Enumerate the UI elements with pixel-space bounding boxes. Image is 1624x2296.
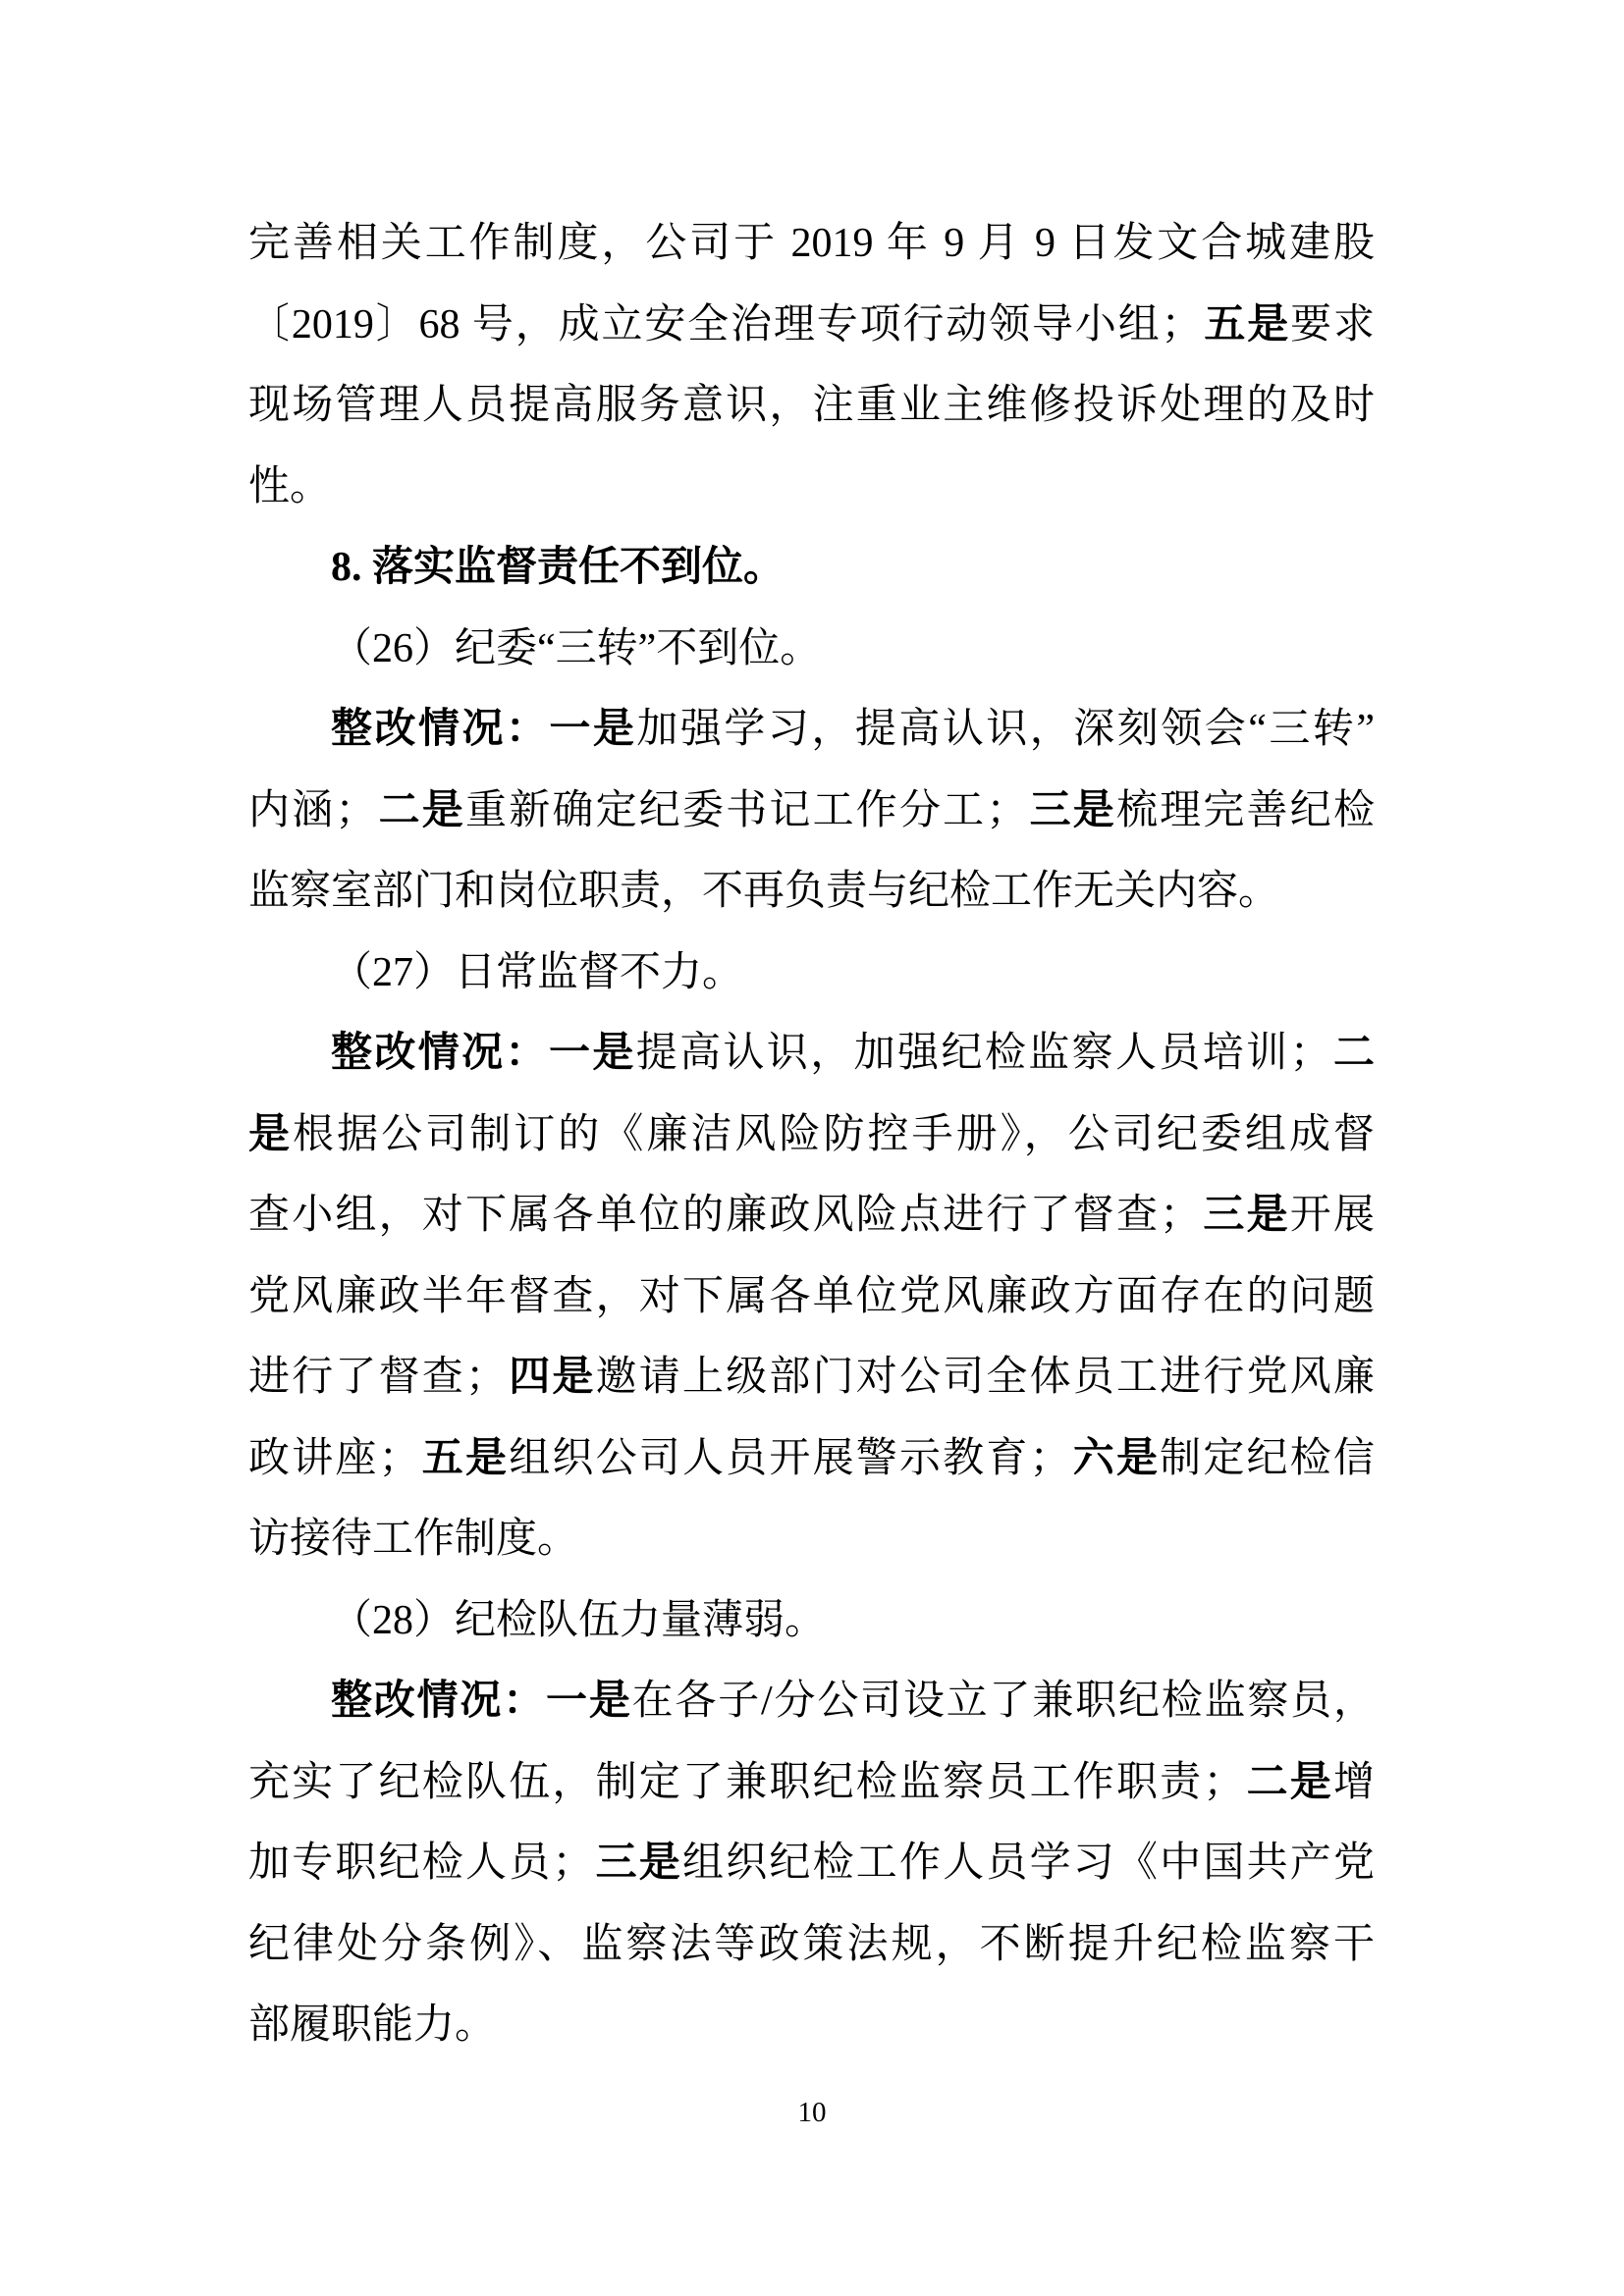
text-line <box>248 285 1375 366</box>
text-segment: 加专职纪检人员； <box>248 1841 594 1886</box>
text-segment: 要求 <box>1290 301 1375 347</box>
text-line <box>248 1742 1375 1824</box>
bold-text-segment: 整改情况：一是 <box>331 1031 636 1076</box>
bold-text-segment: 整改情况：一是 <box>331 1679 632 1724</box>
text-segment: 进行了督查； <box>248 1355 507 1400</box>
text-segment: 纪律处分条例》、监察法等政策法规，不断提升纪检监察干 <box>248 1921 1375 1967</box>
text-segment: 现场管理人员提高服务意识，注重业主维修投诉处理的及时 <box>248 383 1375 428</box>
text-segment: 查小组，对下属各单位的廉政风险点进行了督查； <box>248 1193 1202 1238</box>
text-line <box>248 1904 1375 1986</box>
text-segment: 组织公司人员开展警示教育； <box>509 1435 1071 1481</box>
text-line <box>248 1499 1375 1580</box>
bold-text-segment: 四是 <box>507 1355 596 1400</box>
text-line <box>248 1418 1375 1500</box>
text-segment: 在各子/分公司设立了兼职纪检监察员， <box>631 1679 1375 1724</box>
text-segment: 梳理完善纪检 <box>1115 787 1375 833</box>
page-number: 10 <box>797 2097 827 2128</box>
item-27-rectification <box>248 1013 1375 1580</box>
text-line <box>248 527 1375 609</box>
document-body <box>248 203 1375 2066</box>
text-line <box>248 771 1375 852</box>
text-line <box>248 1823 1375 1904</box>
text-segment: 监察室部门和岗位职责，不再负责与纪检工作无关内容。 <box>248 869 1280 914</box>
text-segment: 加强学习，提高认识，深刻领会“三转” <box>636 707 1375 752</box>
text-line <box>248 689 1375 771</box>
section-heading-8 <box>248 527 1375 609</box>
text-line <box>248 1175 1375 1256</box>
text-line <box>248 1256 1375 1338</box>
continued-paragraph <box>248 203 1375 527</box>
bold-text-segment: 三是 <box>1027 787 1116 833</box>
text-segment: 完善相关工作制度，公司于 2019 年 9 月 9 日发文合城建股 <box>248 221 1375 266</box>
item-26-rectification <box>248 689 1375 933</box>
bold-text-segment: 六是 <box>1070 1435 1161 1481</box>
text-segment: 根据公司制订的《廉洁风险防控手册》，公司纪委组成督 <box>293 1111 1375 1157</box>
text-segment: （27）日常监督不力。 <box>331 949 744 995</box>
text-line <box>248 1095 1375 1176</box>
bold-text-segment: 五是 <box>1202 301 1291 347</box>
text-segment: 邀请上级部门对公司全体员工进行党风廉 <box>595 1355 1375 1400</box>
text-line <box>248 1337 1375 1418</box>
item-28-rectification <box>248 1661 1375 2066</box>
item-27 <box>248 933 1375 1014</box>
text-segment: 充实了纪检队伍，制定了兼职纪检监察员工作职责； <box>248 1759 1245 1805</box>
text-segment: （26）纪委“三转”不到位。 <box>331 625 822 671</box>
text-segment: 访接待工作制度。 <box>248 1517 579 1562</box>
text-segment: 部履职能力。 <box>248 2002 497 2048</box>
text-segment: 组织纪检工作人员学习《中国共产党 <box>682 1841 1375 1886</box>
item-26 <box>248 609 1375 690</box>
bold-text-segment: 三是 <box>593 1841 682 1886</box>
bold-text-segment: 三是 <box>1201 1193 1290 1238</box>
text-line <box>248 933 1375 1014</box>
text-segment: 制定纪检信 <box>1160 1435 1375 1481</box>
text-line <box>248 1013 1375 1095</box>
bold-text-segment: 五是 <box>419 1435 510 1481</box>
text-line <box>248 851 1375 933</box>
text-line <box>248 203 1375 285</box>
text-segment: 提高认识，加强纪检监察人员培训； <box>635 1031 1331 1076</box>
text-segment: 党风廉政半年督查，对下属各单位党风廉政方面存在的问题 <box>248 1273 1375 1319</box>
text-line <box>248 1985 1375 2066</box>
bold-text-segment: 二是 <box>376 787 465 833</box>
bold-text-segment: 是 <box>248 1111 294 1157</box>
text-segment: （28）纪检队伍力量薄弱。 <box>331 1597 827 1643</box>
text-segment: 政讲座； <box>248 1435 420 1481</box>
bold-text-segment: 二 <box>1330 1031 1375 1076</box>
text-line <box>248 447 1375 528</box>
text-line <box>248 609 1375 690</box>
text-segment: 开展 <box>1289 1193 1375 1238</box>
text-line <box>248 365 1375 447</box>
bold-text-segment: 8. 落实监督责任不到位。 <box>331 545 785 590</box>
text-line <box>248 1661 1375 1742</box>
text-line <box>248 1580 1375 1662</box>
text-segment: 增 <box>1332 1759 1375 1805</box>
item-28 <box>248 1580 1375 1662</box>
text-segment: 内涵； <box>248 787 377 833</box>
text-segment: 〔2019〕68 号，成立安全治理专项行动领导小组； <box>248 301 1203 347</box>
bold-text-segment: 二是 <box>1244 1759 1333 1805</box>
text-segment: 性。 <box>248 463 332 509</box>
text-segment: 重新确定纪委书记工作分工； <box>465 787 1028 833</box>
bold-text-segment: 整改情况：一是 <box>331 707 637 752</box>
